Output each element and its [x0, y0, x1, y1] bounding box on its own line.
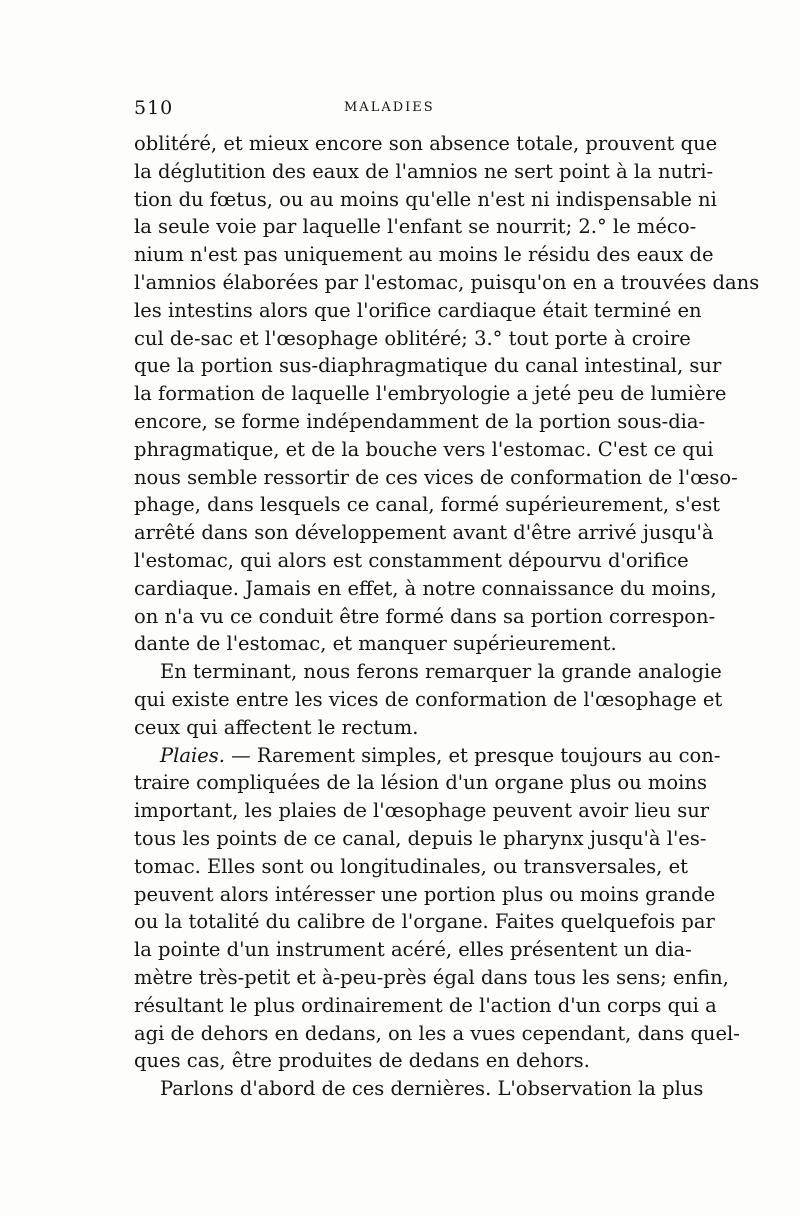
text-line: traire compliquées de la lésion d'un organe plus ou moins	[134, 771, 707, 795]
text-line: phragmatique, et de la bouche vers l'estomac. C'est ce qui	[134, 437, 714, 461]
text-line: tous les points de ce canal, depuis le pharynx jusqu'à l'es-	[134, 826, 707, 850]
text-line: oblitéré, et mieux encore son absence totale, prouvent que	[134, 132, 718, 155]
text-line: la pointe d'un instrument acéré, elles présentent un dia-	[134, 938, 692, 962]
text-line: que la portion sus-diaphragmatique du canal intestinal, sur	[134, 354, 722, 378]
text-line: mètre très-petit et à-peu-près égal dans tous les sens; enfin,	[134, 965, 729, 989]
text-line: ceux qui affectent le rectum.	[134, 715, 419, 739]
text-line: cul de-sac et l'œsophage oblitéré; 3.° tout porte à croire	[134, 326, 691, 350]
text-line: encore, se forme indépendamment de la portion sous-dia-	[134, 409, 706, 433]
text-line: l'estomac, qui alors est constamment dépourvu d'orifice	[134, 548, 689, 572]
text-line: ques cas, être produites de dedans en dehors.	[134, 1049, 590, 1073]
text-line: on n'a vu ce conduit être formé dans sa portion correspon-	[134, 604, 716, 628]
text-line: la déglutition des eaux de l'amnios ne sert point à la nutri-	[134, 159, 714, 183]
text-line: l'amnios élaborées par l'estomac, puisqu'on en a trouvées dans	[134, 270, 760, 294]
text-line: dante de l'estomac, et manquer supérieurement.	[134, 632, 617, 656]
text-line: En terminant, nous ferons remarquer la grande analogie	[160, 660, 722, 684]
text-line: phage, dans lesquels ce canal, formé supérieurement, s'est	[134, 493, 720, 517]
running-head: MALADIES	[344, 100, 435, 115]
text-line: résultant le plus ordinairement de l'action d'un corps qui a	[134, 993, 717, 1017]
text-line: important, les plaies de l'œsophage peuvent avoir lieu sur	[134, 799, 710, 823]
text-line: arrêté dans son développement avant d'être arrivé jusqu'à	[134, 521, 714, 545]
text-line: ou la totalité du calibre de l'organe. Faites quelquefois par	[134, 910, 715, 934]
text-line: peuvent alors intéresser une portion plus ou moins grande	[134, 882, 716, 906]
page-header	[134, 93, 682, 123]
text-line: cardiaque. Jamais en effet, à notre connaissance du moins,	[134, 576, 717, 600]
text-line: nous semble ressortir de ces vices de conformation de l'œso-	[134, 465, 738, 489]
section-line	[134, 742, 721, 770]
body-text	[134, 130, 760, 1103]
text-line: la seule voie par laquelle l'enfant se nourrit; 2.° le méco-	[134, 215, 697, 239]
text-line: Parlons d'abord de ces dernières. L'observation la plus	[160, 1077, 704, 1101]
text-line: qui existe entre les vices de conformation de l'œsophage et	[134, 687, 723, 711]
text-line: la formation de laquelle l'embryologie a jeté peu de lumière	[134, 382, 727, 406]
page-number: 510	[134, 97, 174, 119]
section-heading: Plaies. —	[160, 743, 251, 767]
text-line: agi de dehors en dedans, on les a vues cependant, dans quel-	[134, 1021, 740, 1045]
text-line-fragment: Rarement simples, et presque toujours au con-	[256, 743, 721, 767]
text-line: nium n'est pas uniquement au moins le résidu des eaux de	[134, 243, 714, 267]
text-line: les intestins alors que l'orifice cardiaque était terminé en	[134, 298, 702, 322]
text-line: tomac. Elles sont ou longitudinales, ou transversales, et	[134, 854, 688, 878]
text-line: tion du fœtus, ou au moins qu'elle n'est ni indispensable ni	[134, 187, 717, 211]
